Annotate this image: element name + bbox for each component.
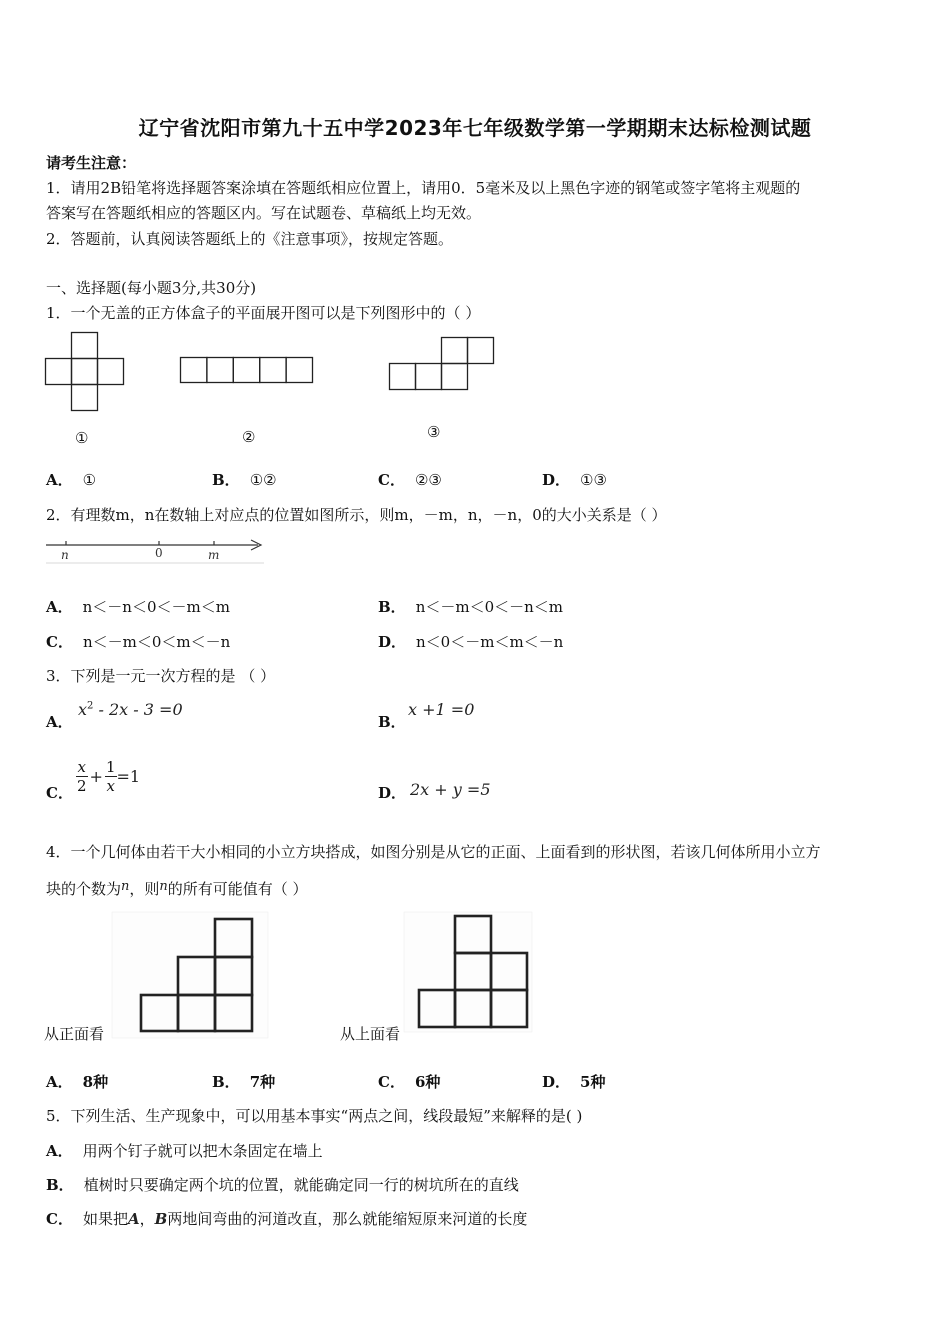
q5-stem: 5．下列生活、生产现象中，可以用基本事实“两点之间，线段最短”来解释的是( ) [46, 1107, 583, 1125]
q1-option-a[interactable]: A． ① [46, 471, 97, 489]
q3-option-b-label[interactable]: B． [378, 713, 406, 731]
q1-fig-label-2: ② [242, 428, 256, 446]
q2-number-line [44, 536, 266, 564]
page-title: 辽宁省沈阳市第九十五中学2023年七年级数学第一学期期末达标检测试题 [138, 116, 812, 140]
q5-option-b[interactable]: B． 植树时只要确定两个坑的位置，就能确定同一行的树坑所在的直线 [46, 1176, 519, 1194]
q1-fig-label-1: ① [75, 429, 89, 447]
q3-option-a-label[interactable]: A． [46, 713, 73, 731]
q4-top-view [404, 912, 534, 1034]
q1-fig-label-3: ③ [427, 423, 441, 441]
q1-figure-3 [389, 337, 495, 393]
notice-heading: 请考生注意： [46, 154, 137, 172]
axis-label-zero: 0 [155, 546, 163, 560]
q1-figure-1 [45, 332, 127, 414]
q3-stem: 3．下列是一元一次方程的是 （ ） [46, 667, 276, 685]
q4-option-b[interactable]: B． 7种 [212, 1073, 276, 1091]
q3-option-a-equation: $x^2 - 2x - 3 =0$ [78, 700, 183, 719]
q2-option-a[interactable]: A． n＜－n＜0＜－m＜m [46, 598, 230, 616]
axis-label-n: n [61, 548, 69, 562]
notice-line-2: 2．答题前，认真阅读答题纸上的《注意事项》，按规定答题。 [46, 230, 454, 248]
q1-option-d[interactable]: D． ①③ [542, 471, 607, 489]
q5-option-a[interactable]: A． 用两个钉子就可以把木条固定在墙上 [46, 1142, 323, 1160]
q5-option-c[interactable]: C． 如果把A，B两地间弯曲的河道改直，那么就能缩短原来河道的长度 [46, 1210, 528, 1228]
notice-line-1a: 1．请用2B铅笔将选择题答案涂填在答题纸相应位置上，请用0．5毫米及以上黑色字迹的钢笔或签字笔将主观题的 [46, 179, 801, 197]
q3-option-b-equation: x +1 =0 [408, 700, 475, 719]
q3-option-c-equation: $\frac{x}{2}$ + $\frac{1}{x}$ =1 [77, 758, 141, 795]
section-heading: 一、选择题(每小题3分,共30分) [46, 279, 257, 297]
q1-option-b[interactable]: B． ①② [212, 471, 277, 489]
q4-front-caption: 从正面看 [44, 1025, 105, 1043]
q4-stem-line-1: 4．一个几何体由若干大小相同的小立方块搭成，如图分别是从它的正面、上面看到的形状图，若该几何体所用小立方 [46, 843, 821, 861]
q1-stem: 1．一个无盖的正方体盒子的平面展开图可以是下列图形中的（ ） [46, 304, 481, 322]
axis-label-m: m [208, 548, 220, 562]
q4-stem-line-2: 块的个数为n，则n的所有可能值有（ ） [46, 879, 308, 898]
notice-line-1b: 答案写在答题纸相应的答题区内。写在试题卷、草稿纸上均无效。 [46, 204, 482, 222]
q2-option-c[interactable]: C． n＜－m＜0＜m＜－n [46, 633, 231, 651]
q4-option-a[interactable]: A． 8种 [46, 1073, 109, 1091]
q4-option-c[interactable]: C． 6种 [378, 1073, 441, 1091]
q4-option-d[interactable]: D． 5种 [542, 1073, 606, 1091]
q1-figure-2 [180, 357, 314, 385]
q1-option-c[interactable]: C． ②③ [378, 471, 442, 489]
q3-option-c-label[interactable]: C． [46, 784, 73, 802]
q2-option-b[interactable]: B． n＜－m＜0＜－n＜m [378, 598, 564, 616]
q3-option-d-label[interactable]: D． [378, 784, 407, 802]
q3-option-d-equation: 2x + y =5 [410, 780, 491, 799]
q4-front-view [112, 912, 270, 1040]
q4-top-caption: 从上面看 [340, 1025, 401, 1043]
q2-stem: 2．有理数m，n在数轴上对应点的位置如图所示，则m，－m，n，－n，0的大小关系是（ ） [46, 506, 667, 524]
q2-option-d[interactable]: D． n＜0＜－m＜m＜－n [378, 633, 564, 651]
